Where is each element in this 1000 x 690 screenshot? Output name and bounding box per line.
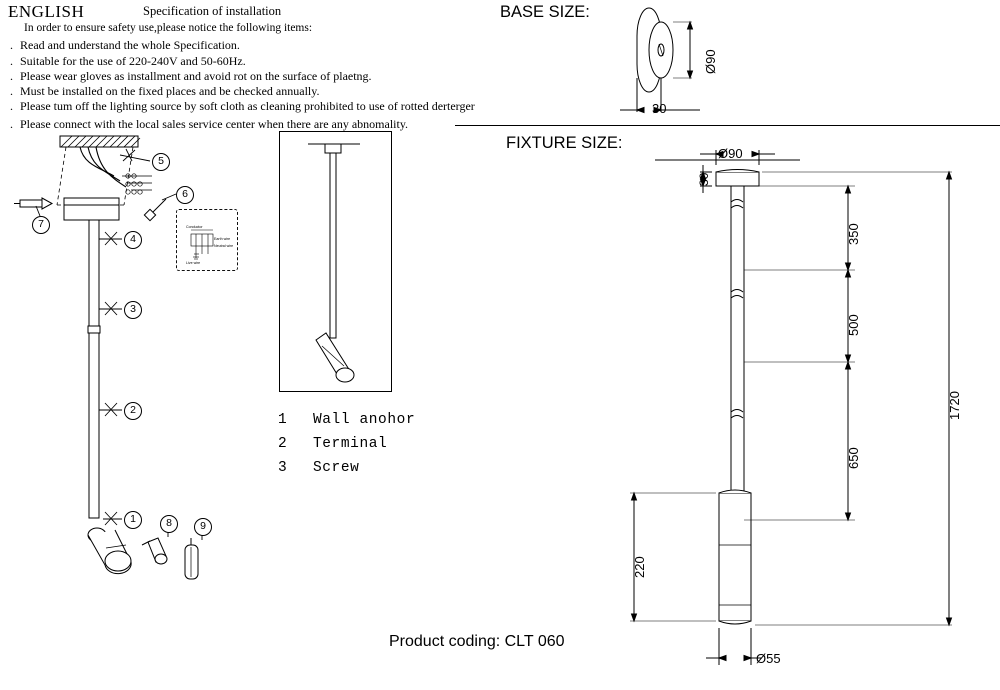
legend-number: 2 <box>278 436 288 452</box>
bullet-text: Must be installed on the fixed places and be checked annually. <box>20 84 320 98</box>
callout-7: 7 <box>32 216 50 234</box>
legend-label: Screw <box>312 460 360 476</box>
bullet-dot: . <box>10 84 13 98</box>
intro-text: In order to ensure safety use,please notice the following items: <box>24 22 313 34</box>
segment-1-label: 350 <box>846 223 861 245</box>
bullet-text: Read and understand the whole Specification. <box>20 38 240 52</box>
bullet-text: Please tum off the lighting source by soft cloth as cleaning prohibited to use of rotted derterger <box>20 99 475 113</box>
bullet-text: Please wear gloves as installment and avoid rot on the surface of plaetng. <box>20 69 372 83</box>
fixture-cap-diameter-label: Ø90 <box>718 146 743 161</box>
terminal-label-neutral: Neutral wire <box>214 244 234 248</box>
callout-9: 9 <box>194 518 212 536</box>
legend-number: 3 <box>278 460 288 476</box>
bullet-dot: . <box>10 117 13 131</box>
terminal-label-conductor: Conductor <box>186 225 203 229</box>
fixture-size-title: FIXTURE SIZE: <box>506 134 623 152</box>
legend-number: 1 <box>278 412 288 428</box>
bullet-dot: . <box>10 69 13 83</box>
bullet-dot: . <box>10 99 13 113</box>
segment-2-label: 500 <box>846 314 861 336</box>
product-coding-label: Product coding: CLT 060 <box>389 633 565 650</box>
legend-label: Terminal <box>312 436 388 452</box>
terminal-label-live: Live wire <box>186 261 201 265</box>
base-size-title: BASE SIZE: <box>500 3 590 21</box>
bullet-dot: . <box>10 38 13 52</box>
callout-3: 3 <box>124 301 142 319</box>
body-height-label: 220 <box>632 556 647 578</box>
base-diameter-label: Ø90 <box>703 49 718 74</box>
terminal-label-earth: Earth wire <box>214 237 231 241</box>
language-title: ENGLISH <box>8 2 85 21</box>
callout-1: 1 <box>124 511 142 529</box>
bullet-text: Suitable for the use of 220-240V and 50-60Hz. <box>20 54 246 68</box>
fixture-cap-height-label: 30 <box>697 172 711 186</box>
callout-5: 5 <box>152 153 170 171</box>
bullet-text: Please connect with the local sales service center when there are any abnomality. <box>20 117 409 131</box>
callout-4: 4 <box>124 231 142 249</box>
body-diameter-label: Ø55 <box>756 651 781 666</box>
legend-label: Wall anohor <box>312 412 416 428</box>
bullet-dot: . <box>10 54 13 68</box>
callout-8: 8 <box>160 515 178 533</box>
base-depth-label: 30 <box>652 101 667 116</box>
callout-6: 6 <box>176 186 194 204</box>
total-height-label: 1720 <box>947 391 962 420</box>
callout-2: 2 <box>124 402 142 420</box>
specification-title: Specification of installation <box>143 4 282 18</box>
segment-3-label: 650 <box>846 447 861 469</box>
